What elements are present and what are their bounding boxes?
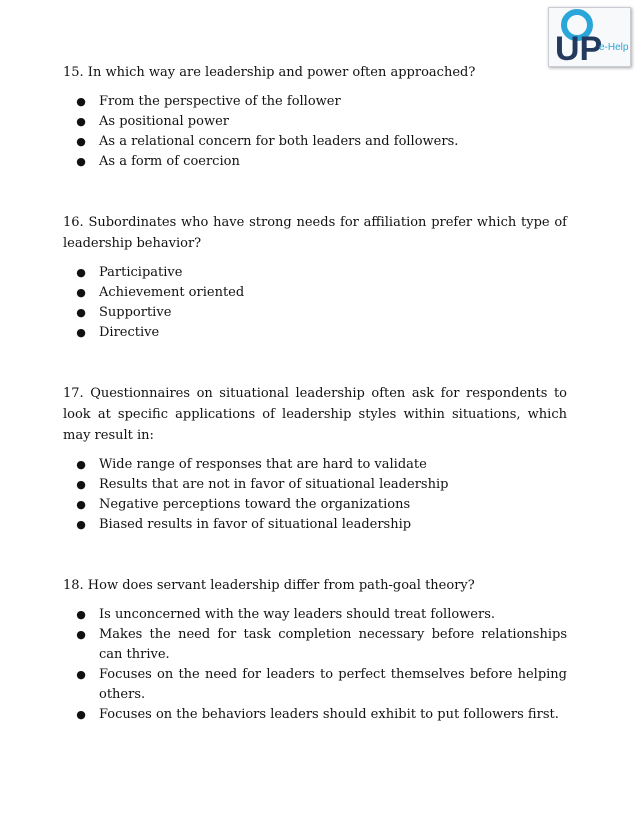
bullet-icon: ● xyxy=(76,95,86,108)
option-text: Participative xyxy=(99,265,183,280)
bullet-icon: ● xyxy=(76,115,86,128)
option-text: Biased results in favor of situational leadership xyxy=(99,517,412,532)
list-item xyxy=(63,112,567,132)
bullet-icon: ● xyxy=(76,326,86,339)
question-block-16 xyxy=(63,212,567,343)
bullet-icon: ● xyxy=(76,628,86,641)
logo-small-text: e-Help xyxy=(599,42,629,53)
list-item xyxy=(63,605,567,625)
question-list xyxy=(63,62,567,765)
uphelp-logo xyxy=(548,7,631,67)
bullet-icon: ● xyxy=(76,306,86,319)
list-item xyxy=(63,665,567,705)
bullet-icon: ● xyxy=(76,518,86,531)
option-text: Is unconcerned with the way leaders should treat followers. xyxy=(99,607,496,622)
list-item xyxy=(63,495,567,515)
logo-graphic xyxy=(549,8,630,66)
bullet-icon: ● xyxy=(76,135,86,148)
list-item xyxy=(63,263,567,283)
option-text: As a relational concern for both leaders and followers. xyxy=(99,134,459,149)
bullet-icon: ● xyxy=(76,608,86,621)
answer-options xyxy=(63,92,567,172)
option-text: Makes the need for task completion necessary before relationships can thrive. xyxy=(99,627,567,662)
list-item xyxy=(63,323,567,343)
list-item xyxy=(63,152,567,172)
option-text: Focuses on the need for leaders to perfect themselves before helping others. xyxy=(99,667,567,702)
option-text: As positional power xyxy=(99,114,229,129)
bullet-icon: ● xyxy=(76,266,86,279)
bullet-icon: ● xyxy=(76,458,86,471)
answer-options xyxy=(63,263,567,343)
list-item xyxy=(63,92,567,112)
option-text: Results that are not in favor of situational leadership xyxy=(99,477,449,492)
question-block-15 xyxy=(63,62,567,172)
question-text: 15. In which way are leadership and power often approached? xyxy=(63,65,476,80)
question-text: 16. Subordinates who have strong needs for affiliation prefer which type of leadership behavior? xyxy=(63,215,567,251)
answer-options xyxy=(63,605,567,725)
option-text: As a form of coercion xyxy=(99,154,240,169)
question-text: 18. How does servant leadership differ from path-goal theory? xyxy=(63,578,475,593)
option-text: Achievement oriented xyxy=(99,285,245,300)
bullet-icon: ● xyxy=(76,498,86,511)
bullet-icon: ● xyxy=(76,286,86,299)
bullet-icon: ● xyxy=(76,668,86,681)
option-text: From the perspective of the follower xyxy=(99,94,341,109)
question-block-17 xyxy=(63,383,567,535)
list-item xyxy=(63,303,567,323)
option-text: Focuses on the behaviors leaders should exhibit to put followers first. xyxy=(99,707,559,722)
list-item xyxy=(63,132,567,152)
bullet-icon: ● xyxy=(76,155,86,168)
answer-options xyxy=(63,455,567,535)
bullet-icon: ● xyxy=(76,478,86,491)
list-item xyxy=(63,475,567,495)
list-item xyxy=(63,515,567,535)
question-block-18 xyxy=(63,575,567,725)
list-item xyxy=(63,283,567,303)
option-text: Directive xyxy=(99,325,160,340)
option-text: Supportive xyxy=(99,305,172,320)
list-item xyxy=(63,455,567,475)
bullet-icon: ● xyxy=(76,708,86,721)
option-text: Negative perceptions toward the organizations xyxy=(99,497,411,512)
question-text: 17. Questionnaires on situational leadership often ask for respondents to look at specific applications of leadership styles within situations, which may result in: xyxy=(63,386,567,443)
list-item xyxy=(63,705,567,725)
option-text: Wide range of responses that are hard to validate xyxy=(99,457,427,472)
logo-main-text: UP xyxy=(555,30,603,66)
list-item xyxy=(63,625,567,665)
